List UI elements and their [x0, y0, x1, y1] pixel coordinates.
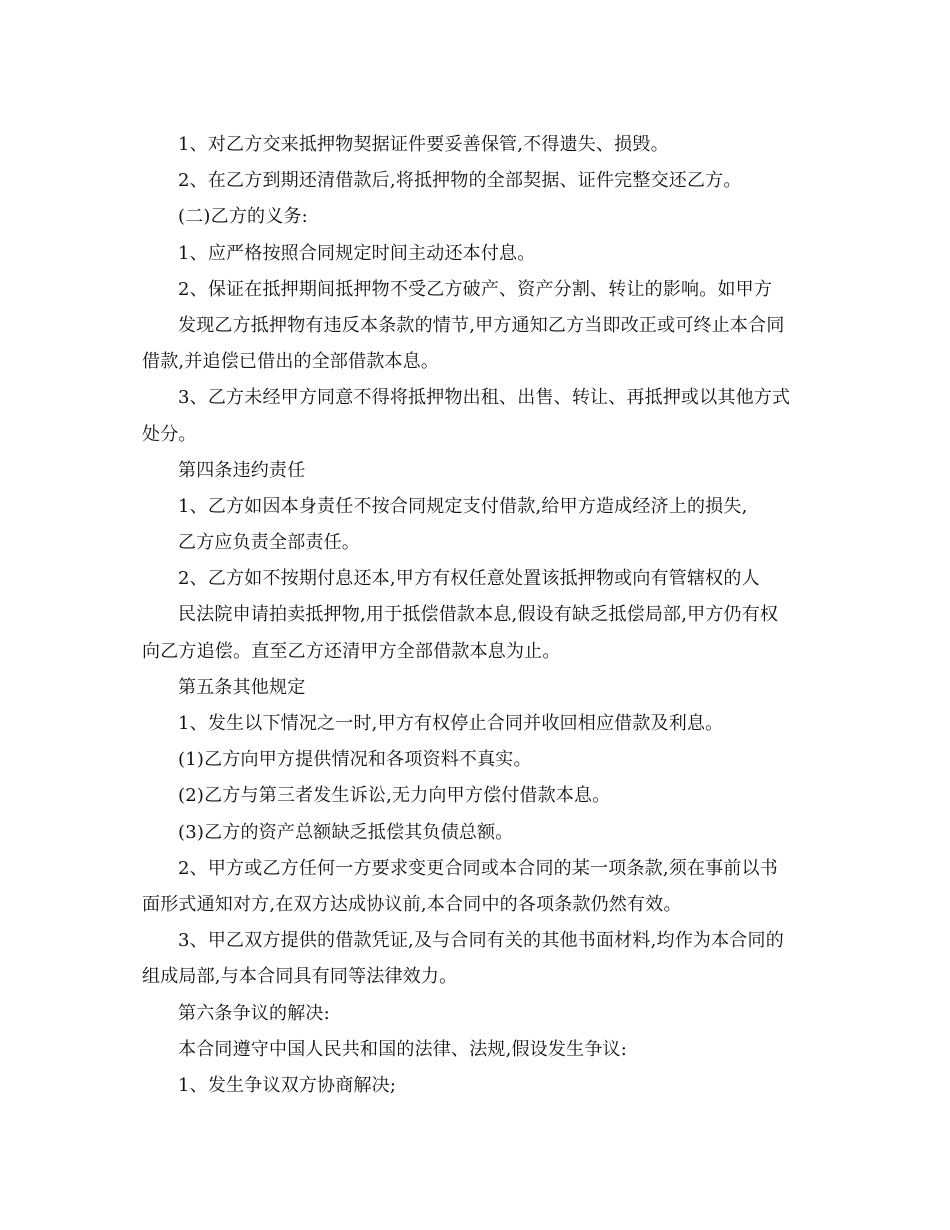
text-line: 处分。: [142, 423, 197, 445]
text-line: (2)乙方与第三者发生诉讼,无力向甲方偿付借款本息。: [178, 785, 611, 807]
article-heading: 第四条违约责任: [178, 459, 306, 481]
article-heading: 第五条其他规定: [178, 676, 306, 698]
text-line: 借款,并追偿已借出的全部借款本息。: [142, 351, 440, 373]
text-line: 3、乙方未经甲方同意不得将抵押物出租、出售、转让、再抵押或以其他方式: [178, 387, 791, 409]
text-line: 2、乙方如不按期付息还本,甲方有权任意处置该抵押物或向有管辖权的人: [178, 568, 760, 590]
text-line: 2、保证在抵押期间抵押物不受乙方破产、资产分割、转让的影响。如甲方: [178, 278, 773, 300]
text-line: 1、对乙方交来抵押物契据证件要妥善保管,不得遗失、损毁。: [178, 134, 669, 155]
text-line: (3)乙方的资产总额缺乏抵偿其负债总额。: [178, 821, 514, 843]
text-line: 乙方应负责全部责任。: [178, 532, 360, 554]
text-line: 民法院申请拍卖抵押物,用于抵偿借款本息,假设有缺乏抵偿局部,甲方仍有权: [178, 604, 779, 626]
document-body: [142, 127, 807, 1104]
text-line: 1、发生以下情况之一时,甲方有权停止合同并收回相应借款及利息。: [178, 713, 724, 734]
text-line: 向乙方追偿。直至乙方还清甲方全部借款本息为止。: [142, 640, 561, 662]
text-line: 3、甲乙双方提供的借款凭证,及与合同有关的其他书面材料,均作为本合同的: [178, 930, 784, 952]
text-line: 面形式通知对方,在双方达成协议前,本合同中的各项条款仍然有效。: [142, 893, 682, 915]
section-heading: (二)乙方的义务:: [178, 206, 308, 228]
text-line: 本合同遵守中国人民共和国的法律、法规,假设发生争议:: [178, 1038, 627, 1060]
text-line: 2、在乙方到期还清借款后,将抵押物的全部契据、证件完整交还乙方。: [178, 170, 742, 192]
text-line: 发现乙方抵押物有违反本条款的情节,甲方通知乙方当即改正或可终止本合同: [178, 314, 785, 336]
text-line: 1、发生争议双方协商解决;: [178, 1074, 397, 1096]
text-line: 1、应严格按照合同规定时间主动还本付息。: [178, 242, 536, 264]
text-line: 组成局部,与本合同具有同等法律效力。: [142, 966, 458, 988]
text-line: 2、甲方或乙方任何一方要求变更合同或本合同的某一项条款,须在事前以书: [178, 857, 778, 879]
text-line: 1、乙方如因本身责任不按合同规定支付借款,给甲方造成经济上的损失,: [178, 495, 748, 517]
article-heading: 第六条争议的解决:: [178, 1002, 330, 1024]
text-line: (1)乙方向甲方提供情况和各项资料不真实。: [178, 749, 532, 771]
